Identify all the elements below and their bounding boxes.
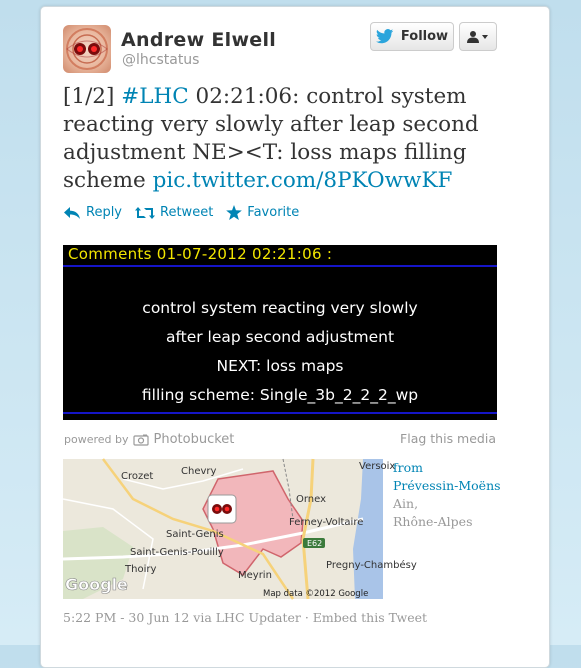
user-dropdown-icon (467, 30, 489, 44)
powered-by (64, 432, 234, 447)
map-attribution: Map data ©2012 Google (263, 589, 369, 599)
map-label: Chevry (181, 466, 217, 477)
retweet-icon (135, 206, 155, 220)
tweet-text (63, 83, 533, 195)
reply-action[interactable] (63, 205, 122, 220)
user-handle[interactable]: @lhcstatus (122, 52, 200, 68)
retweet-label: Retweet (160, 205, 214, 220)
map-label: Crozet (121, 471, 154, 482)
star-icon (226, 205, 242, 220)
twitter-bird-icon (376, 29, 394, 44)
powered-by-label: powered by (64, 433, 129, 446)
map-label: Versoix (359, 461, 396, 472)
media-line: after leap second adjustment (165, 328, 395, 346)
media-header-text: Comments 01-07-2012 02:21:06 : (68, 245, 333, 263)
follow-label: Follow (400, 29, 449, 44)
map-label: Saint-Genis (166, 529, 224, 540)
retweet-action[interactable] (135, 205, 213, 220)
map-label: Ferney-Voltaire (289, 517, 364, 528)
map-label: Saint-Genis-Pouilly (130, 547, 224, 558)
map-label: Meyrin (238, 570, 272, 581)
map-label: Ornex (296, 494, 327, 505)
location-region2: Rhône-Alpes (393, 514, 473, 529)
location-place-link[interactable]: Prévessin-Moëns (393, 478, 501, 493)
hashtag-link[interactable]: #LHC (121, 84, 189, 109)
media-top-rule (63, 265, 497, 267)
avatar-logo-icon (63, 25, 111, 73)
tweet-card (40, 6, 550, 668)
media-line: control system reacting very slowly (142, 299, 418, 317)
location-region: Ain, (393, 496, 419, 511)
user-avatar[interactable] (63, 25, 111, 73)
reply-icon (63, 206, 81, 220)
flag-media-link[interactable]: Flag this media (400, 431, 496, 446)
favorite-label: Favorite (247, 205, 300, 220)
user-actions-dropdown[interactable] (459, 22, 497, 51)
map-label: Pregny-Chambésy (326, 560, 417, 571)
location-info (393, 459, 501, 531)
location-from: from (393, 460, 423, 475)
tweet-metadata[interactable]: 5:22 PM - 30 Jun 12 via LHC Updater · Embed this Tweet (63, 610, 428, 625)
map-label: Thoiry (125, 564, 157, 575)
tweet-actions (63, 205, 312, 220)
tweet-prefix: [1/2] (63, 84, 122, 109)
media-line: filling scheme: Single_3b_2_2_2_wp (141, 386, 419, 404)
photobucket-icon (133, 434, 149, 446)
map-label: E62 (307, 539, 323, 548)
favorite-action[interactable] (226, 205, 299, 220)
media-line: NEXT: loss maps (216, 357, 344, 375)
reply-label: Reply (86, 205, 123, 220)
media-link[interactable]: pic.twitter.com/8PKOwwKF (152, 168, 453, 193)
media-bottom-rule (63, 412, 497, 414)
map-google-logo: Google (65, 575, 128, 594)
tweet-body: 02:21:06: control system reacting very slowly after leap second adjustment NE><T: loss maps filling scheme (63, 84, 479, 193)
provider-link[interactable]: Photobucket (153, 432, 235, 447)
follow-button[interactable] (370, 22, 454, 51)
media-image[interactable] (63, 245, 497, 420)
user-name[interactable]: Andrew Elwell (121, 29, 277, 51)
